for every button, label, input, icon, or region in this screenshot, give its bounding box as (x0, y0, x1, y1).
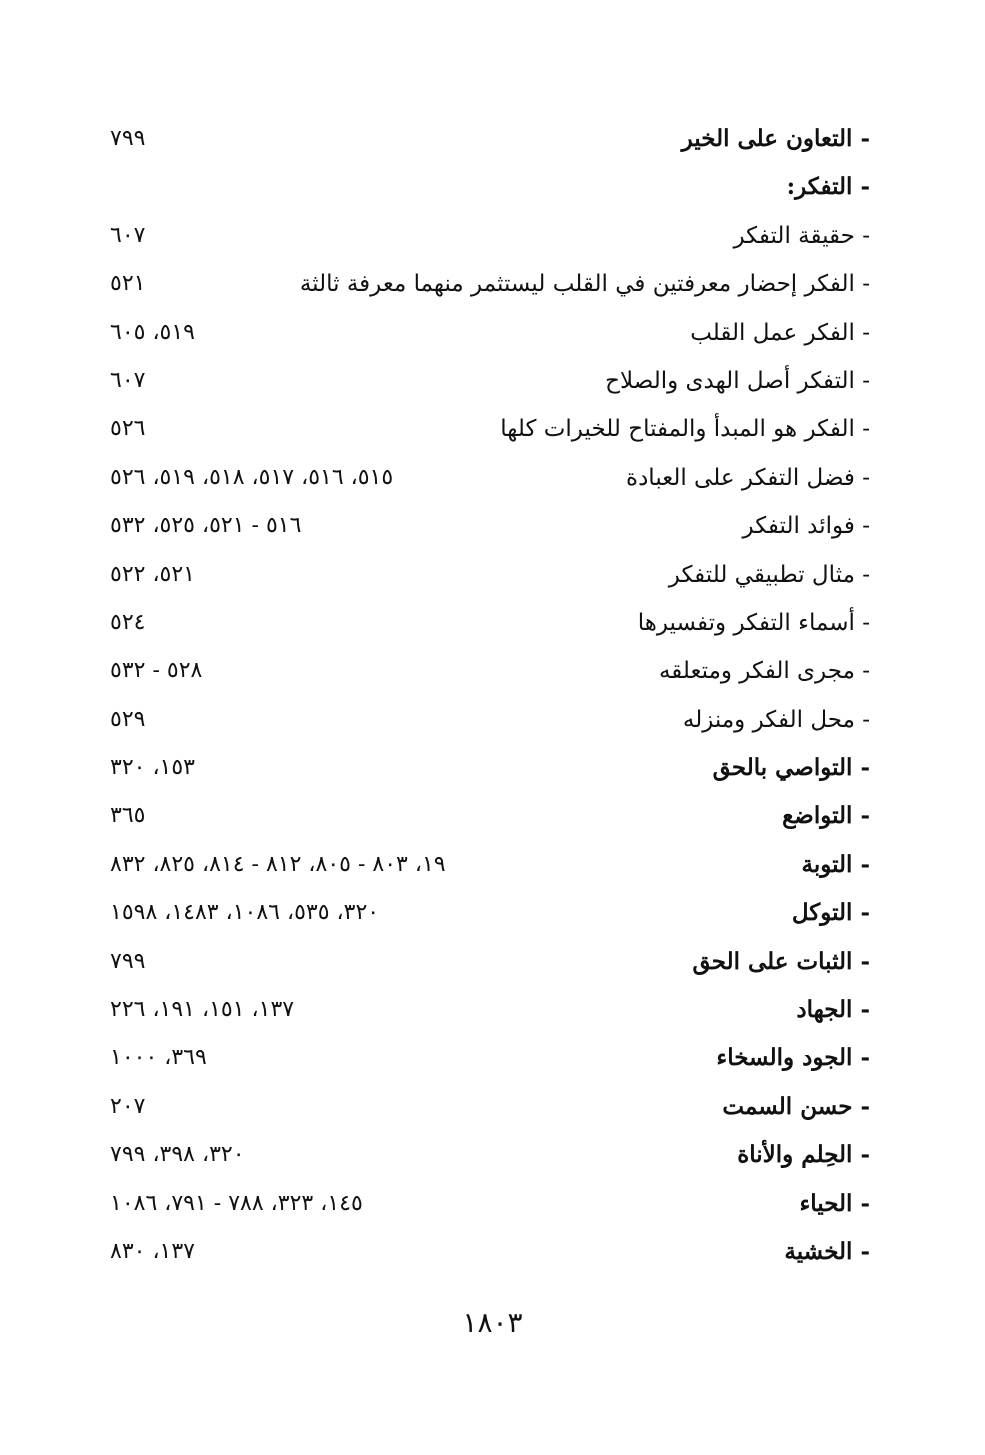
index-entry (110, 1084, 870, 1132)
index-subterm: - الفكر هو المبدأ والمفتاح للخيرات كلها (500, 416, 870, 443)
index-entry (110, 842, 870, 890)
index-subterm: - مثال تطبيقي للتفكر (668, 561, 870, 588)
index-pages: ٥٢٨ - ٥٣٢ (110, 658, 203, 684)
index-entry (110, 164, 870, 212)
index-pages: ٦٠٧ (110, 222, 146, 248)
index-entry (110, 552, 870, 600)
subject-index-list (110, 116, 870, 1277)
index-pages: ٣٦٥ (110, 803, 146, 829)
index-pages: ٣٢٠، ٥٣٥، ١٠٨٦، ١٤٨٣، ١٥٩٨ (110, 900, 380, 926)
index-pages: ١٣٧، ٨٣٠ (110, 1238, 195, 1264)
index-entry (110, 455, 870, 503)
index-entry (110, 939, 870, 987)
index-entry (110, 1181, 870, 1229)
index-entry (110, 648, 870, 696)
index-pages: ٧٩٩ (110, 948, 146, 974)
index-term: - التفكر: (786, 173, 870, 201)
index-entry (110, 213, 870, 261)
index-entry (110, 116, 870, 164)
index-term: - الحياء (799, 1189, 870, 1217)
index-term: - الجود والسخاء (716, 1044, 870, 1072)
index-term: - التواضع (782, 802, 870, 830)
index-entry (110, 745, 870, 793)
index-subterm: - فوائد التفكر (742, 513, 870, 540)
index-subterm: - الفكر إحضار معرفتين في القلب ليستثمر منهما معرفة ثالثة (299, 271, 870, 298)
index-pages: ٣٦٩، ١٠٠٠ (110, 1045, 207, 1071)
index-entry (110, 1229, 870, 1277)
index-entry (110, 1035, 870, 1083)
index-pages: ٥١٥، ٥١٦، ٥١٧، ٥١٨، ٥١٩، ٥٢٦ (110, 464, 394, 490)
index-term: - التوكل (791, 899, 870, 927)
page-number: ١٨٠٣ (462, 1306, 523, 1339)
index-term: - الثبات على الحق (692, 947, 870, 975)
index-pages: ١٥٣، ٣٢٠ (110, 755, 195, 781)
index-entry (110, 987, 870, 1035)
index-pages: ٧٩٩ (110, 126, 146, 151)
index-subterm: - مجرى الفكر ومتعلقه (658, 658, 870, 685)
index-pages: ١٤٥، ٣٢٣، ٧٨٨ - ٧٩١، ١٠٨٦ (110, 1190, 363, 1216)
index-pages: ١٣٧، ١٥١، ١٩١، ٢٢٦ (110, 997, 295, 1023)
index-pages: ٥٢٤ (110, 609, 146, 635)
index-pages: ٥١٦ - ٥٢١، ٥٢٥، ٥٣٢ (110, 513, 302, 539)
index-subterm: - فضل التفكر على العبادة (626, 464, 870, 491)
index-entry (110, 697, 870, 745)
index-subterm: - محل الفكر ومنزله (682, 706, 870, 733)
index-entry (110, 793, 870, 841)
index-pages: ٥١٩، ٦٠٥ (110, 319, 195, 345)
index-entry (110, 310, 870, 358)
index-pages: ٢٠٧ (110, 1093, 146, 1119)
index-term: - الخشية (784, 1237, 870, 1265)
index-pages: ٣٢٠، ٣٩٨، ٧٩٩ (110, 1142, 245, 1168)
index-entry (110, 1132, 870, 1180)
index-pages: ٥٢٦ (110, 416, 146, 442)
index-term: - الجهاد (796, 996, 870, 1024)
index-entry (110, 261, 870, 309)
index-term: - التوبة (801, 850, 870, 878)
index-entry (110, 600, 870, 648)
index-term: - التعاون على الخير (681, 125, 870, 152)
index-term: - حسن السمت (722, 1092, 870, 1120)
index-subterm: - حقيقة التفكر (733, 222, 870, 249)
index-pages: ٥٢٩ (110, 706, 146, 732)
index-pages: ٥٢١، ٥٢٢ (110, 561, 195, 587)
index-subterm: - الفكر عمل القلب (690, 319, 870, 346)
index-entry (110, 890, 870, 938)
index-entry (110, 358, 870, 406)
index-entry (110, 406, 870, 454)
index-pages: ٦٠٧ (110, 367, 146, 393)
index-subterm: - التفكر أصل الهدى والصلاح (605, 367, 870, 394)
index-pages: ١٩، ٨٠٣ - ٨٠٥، ٨١٢ - ٨١٤، ٨٢٥، ٨٣٢ (110, 851, 446, 877)
index-pages: ٥٢١ (110, 271, 146, 297)
index-term: - التواصي بالحق (712, 754, 870, 782)
index-term: - الحِلم والأناة (737, 1141, 870, 1169)
index-entry (110, 503, 870, 551)
index-subterm: - أسماء التفكر وتفسيرها (637, 609, 870, 636)
